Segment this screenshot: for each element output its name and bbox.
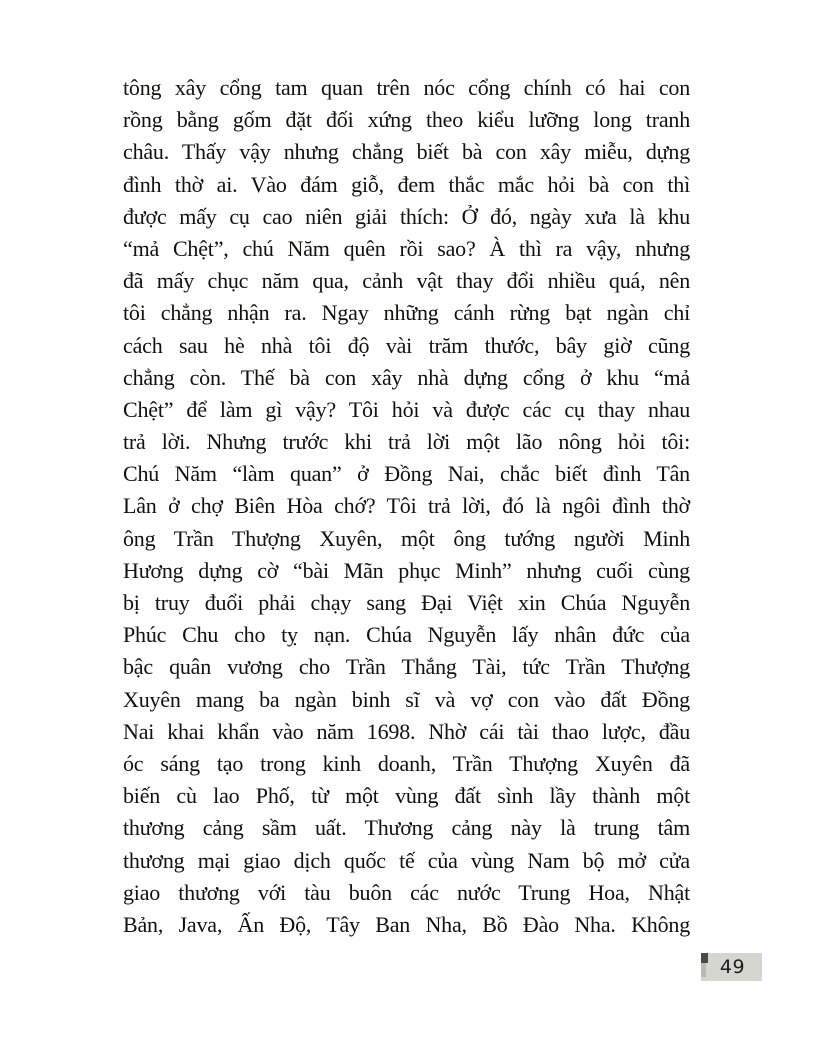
badge-notch-decoration [701,953,708,963]
text-line: đình thờ ai. Vào đám giỗ, đem thắc mắc hỏi bà con thì [123,171,690,197]
text-line: biến cù lao Phố, từ một vùng đất sình lầy thành một [123,783,690,809]
text-line: Chú Năm “làm quan” ở Đồng Nai, chắc biết đình Tân [123,461,690,487]
text-line: bị truy đuổi phải chạy sang Đại Việt xin Chúa Nguyễn [123,590,690,615]
text-line: Nai khai khẩn vào năm 1698. Nhờ cái tài thao lược, đầu [123,718,690,744]
text-line: thương mại giao dịch quốc tế của vùng Nam bộ mở cửa [123,847,690,873]
text-line: thương cảng sầm uất. Thương cảng này là trung tâm [123,815,690,841]
text-line: “mả Chệt”, chú Năm quên rồi sao? À thì ra vậy, nhưng [123,235,690,261]
text-line: Phúc Chu cho tỵ nạn. Chúa Nguyễn lấy nhân đức của [123,622,690,648]
text-line: đã mấy chục năm qua, cảnh vật thay đổi nhiều quá, nên [123,268,690,294]
page-number: 49 [719,956,746,978]
text-line: được mấy cụ cao niên giải thích: Ở đó, ngày xưa là khu [123,203,690,229]
body-text [123,72,690,941]
text-line: óc sáng tạo trong kinh doanh, Trần Thượng Xuyên đã [123,750,690,776]
text-line: trả lời. Nhưng trước khi trả lời một lão nông hỏi tôi: [123,429,690,455]
text-line: châu. Thấy vậy nhưng chẳng biết bà con xây miễu, dựng [123,139,690,165]
text-line: Xuyên mang ba ngàn binh sĩ và vợ con vào đất Đồng [123,686,690,712]
badge-notch-shade [701,963,706,977]
page-number-badge [701,953,762,981]
text-line: ông Trần Thượng Xuyên, một ông tướng người Minh [123,525,690,551]
text-line: giao thương với tàu buôn các nước Trung Hoa, Nhật [123,879,690,905]
text-line: Hương dựng cờ “bài Mãn phục Minh” nhưng cuối cùng [123,557,690,583]
text-line: tông xây cổng tam quan trên nóc cổng chính có hai con [123,75,690,100]
text-line: Chệt” để làm gì vậy? Tôi hỏi và được các cụ thay nhau [123,396,690,422]
text-line: cách sau hè nhà tôi độ vài trăm thước, bây giờ cũng [123,332,690,358]
text-line: bậc quân vương cho Trần Thắng Tài, tức Trần Thượng [123,654,690,680]
text-line: chẳng còn. Thế bà con xây nhà dựng cổng ở khu “mả [123,364,690,390]
text-line: Lân ở chợ Biên Hòa chớ? Tôi trả lời, đó là ngôi đình thờ [123,493,690,519]
text-line: tôi chẳng nhận ra. Ngay những cánh rừng bạt ngàn chỉ [123,300,690,326]
text-line: rồng bằng gốm đặt đối xứng theo kiểu lưỡng long tranh [123,107,690,133]
text-line: Bản, Java, Ấn Độ, Tây Ban Nha, Bồ Đào Nha. Không [123,911,690,937]
